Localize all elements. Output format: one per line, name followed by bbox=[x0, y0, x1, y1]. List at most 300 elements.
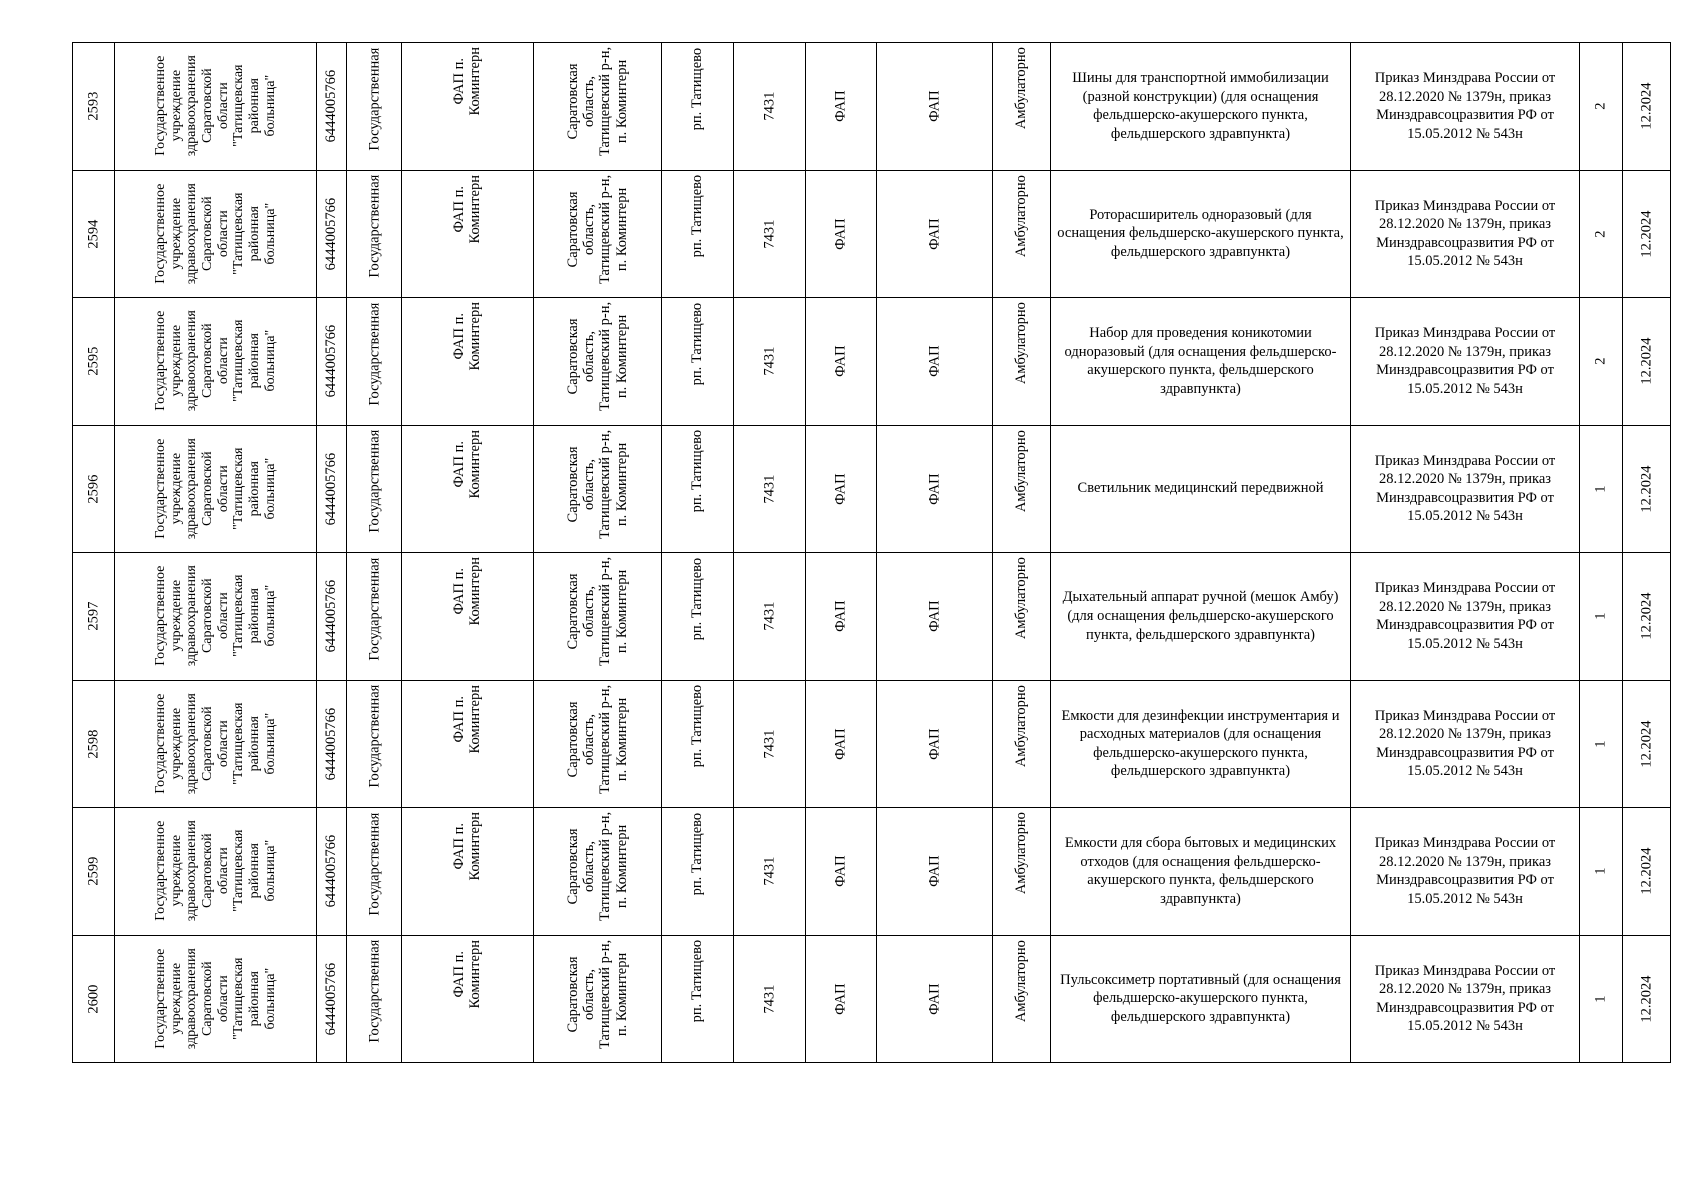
facility-subtype-text: ФАП bbox=[926, 217, 943, 250]
facility-address-line: Татищевский р-н, bbox=[597, 301, 614, 412]
organization-name-line: "Татищевская bbox=[231, 192, 247, 275]
code-text: 7431 bbox=[761, 729, 778, 759]
facility-address-line: Татищевский р-н, bbox=[597, 174, 614, 284]
cell-care-form bbox=[993, 298, 1050, 425]
cell-settlement bbox=[662, 43, 733, 170]
quantity-text: 2 bbox=[1592, 357, 1609, 365]
cell-ownership-type bbox=[347, 171, 401, 298]
cell-due-date bbox=[1623, 553, 1670, 680]
cell-inn bbox=[317, 43, 346, 170]
organization-name-line: Саратовской bbox=[199, 450, 215, 526]
facility-address-line: п. Коминтерн bbox=[613, 59, 630, 144]
settlement-text: рп. Татищево bbox=[689, 684, 706, 768]
ownership-type-text: Государственная bbox=[365, 939, 382, 1043]
ownership-type-text: Государственная bbox=[365, 174, 382, 278]
facility-address-line: область, bbox=[581, 330, 598, 382]
organization-name-line: районная bbox=[246, 588, 262, 644]
facility-address-line: Саратовская bbox=[565, 318, 582, 395]
facility-subtype-text: ФАП bbox=[926, 855, 943, 887]
facility-type-text: ФАП bbox=[832, 472, 849, 505]
cell-facility-address bbox=[534, 936, 661, 1063]
inn-text: 6444005766 bbox=[323, 707, 340, 780]
cell-organization-name bbox=[115, 298, 316, 425]
inn-text: 6444005766 bbox=[323, 579, 340, 653]
facility-address-line: Татищевский р-н, bbox=[597, 46, 614, 157]
cell-row-number bbox=[73, 298, 114, 425]
organization-name-text bbox=[153, 310, 278, 411]
facility-address-line: Саратовская bbox=[565, 828, 582, 905]
facility-name-text bbox=[451, 175, 483, 243]
code-text: 7431 bbox=[761, 474, 778, 504]
cell-facility-name bbox=[402, 43, 533, 170]
facility-name-line: Коминтерн bbox=[467, 174, 484, 243]
organization-name-line: здравоохранения bbox=[184, 947, 200, 1049]
cell-organization-name bbox=[115, 681, 316, 808]
facility-address-line: Татищевский р-н, bbox=[597, 556, 614, 667]
organization-name-line: районная bbox=[246, 78, 262, 134]
organization-name-text bbox=[153, 55, 278, 156]
cell-row-number bbox=[73, 171, 114, 298]
cell-legal-basis bbox=[1351, 426, 1579, 553]
care-form-text: Амбулаторно bbox=[1013, 557, 1030, 640]
cell-organization-name bbox=[115, 553, 316, 680]
organization-name-line: районная bbox=[246, 460, 262, 516]
organization-name-line: районная bbox=[246, 205, 262, 261]
organization-name-line: районная bbox=[246, 970, 262, 1026]
cell-facility-subtype bbox=[877, 553, 992, 680]
facility-name-text bbox=[451, 302, 483, 370]
facility-address-line: Татищевский р-н, bbox=[597, 429, 614, 539]
cell-equipment-name bbox=[1051, 808, 1350, 935]
cell-quantity bbox=[1580, 936, 1622, 1063]
cell-inn bbox=[317, 936, 346, 1063]
cell-legal-basis bbox=[1351, 936, 1579, 1063]
organization-name-text bbox=[153, 565, 278, 666]
cell-facility-type bbox=[806, 553, 876, 680]
cell-facility-type bbox=[806, 298, 876, 425]
facility-subtype-text: ФАП bbox=[926, 600, 943, 632]
cell-row-number bbox=[73, 808, 114, 935]
quantity-text: 2 bbox=[1592, 230, 1609, 238]
organization-name-text bbox=[153, 948, 278, 1049]
care-form-text: Амбулаторно bbox=[1013, 939, 1030, 1022]
equipment-name-text: Шины для транспортной иммобилизации (разной конструкции) (для оснащения фельдшерско-акушерского пункта, фельдшерского здравпункта) bbox=[1072, 70, 1329, 142]
organization-name-text bbox=[153, 183, 278, 284]
facility-address-line: Татищевский р-н, bbox=[597, 811, 614, 922]
settlement-text: рп. Татищево bbox=[689, 429, 706, 513]
cell-inn bbox=[317, 426, 346, 553]
settlement-text: рп. Татищево bbox=[689, 557, 706, 640]
organization-name-line: Саратовской bbox=[199, 705, 215, 781]
cell-facility-address bbox=[534, 553, 661, 680]
cell-code bbox=[734, 171, 805, 298]
facility-name-line: ФАП п. bbox=[451, 695, 468, 742]
facility-name-line: Коминтерн bbox=[467, 302, 484, 371]
cell-code bbox=[734, 808, 805, 935]
ownership-type-text: Государственная bbox=[365, 812, 382, 916]
cell-care-form bbox=[993, 681, 1050, 808]
organization-name-line: здравоохранения bbox=[184, 692, 200, 794]
cell-code bbox=[734, 553, 805, 680]
cell-organization-name bbox=[115, 426, 316, 553]
cell-row-number bbox=[73, 681, 114, 808]
organization-name-line: больница" bbox=[262, 584, 278, 647]
row-number-text: 2598 bbox=[85, 729, 102, 759]
cell-code bbox=[734, 681, 805, 808]
facility-name-text bbox=[451, 430, 483, 498]
facility-subtype-text: ФАП bbox=[926, 345, 943, 377]
facility-type-text: ФАП bbox=[832, 600, 849, 632]
facility-name-line: Коминтерн bbox=[467, 47, 484, 116]
facility-address-line: Татищевский р-н, bbox=[597, 939, 614, 1049]
organization-name-line: учреждение bbox=[168, 834, 184, 907]
facility-address-text bbox=[565, 429, 630, 538]
organization-name-line: "Татищевская bbox=[231, 829, 247, 912]
cell-quantity bbox=[1580, 553, 1622, 680]
facility-address-line: Саратовская bbox=[565, 955, 582, 1032]
facility-address-text bbox=[565, 812, 630, 921]
code-text: 7431 bbox=[761, 856, 778, 886]
cell-settlement bbox=[662, 426, 733, 553]
facility-address-line: п. Коминтерн bbox=[613, 187, 630, 271]
organization-name-line: Саратовской bbox=[199, 833, 215, 909]
ownership-type-text: Государственная bbox=[365, 557, 382, 661]
cell-facility-name bbox=[402, 298, 533, 425]
cell-quantity bbox=[1580, 43, 1622, 170]
cell-facility-subtype bbox=[877, 681, 992, 808]
cell-settlement bbox=[662, 553, 733, 680]
cell-facility-type bbox=[806, 43, 876, 170]
facility-address-line: п. Коминтерн bbox=[613, 442, 630, 526]
organization-name-text bbox=[153, 438, 278, 539]
organization-name-line: Государственное bbox=[152, 565, 168, 666]
organization-name-text bbox=[153, 820, 278, 921]
quantity-text: 1 bbox=[1592, 867, 1609, 875]
facility-address-line: область, bbox=[581, 585, 598, 637]
cell-row-number bbox=[73, 553, 114, 680]
cell-facility-subtype bbox=[877, 43, 992, 170]
care-form-text: Амбулаторно bbox=[1013, 47, 1030, 130]
cell-due-date bbox=[1623, 43, 1670, 170]
organization-name-line: области bbox=[215, 337, 231, 385]
row-number-text: 2596 bbox=[85, 474, 102, 504]
legal-basis-text: Приказ Минздрава России от 28.12.2020 № 1379н, приказ Минздравсоцразвития РФ от 15.05.2012 № 543н bbox=[1374, 70, 1556, 142]
cell-care-form bbox=[993, 426, 1050, 553]
organization-name-line: учреждение bbox=[168, 579, 184, 652]
facility-address-text bbox=[565, 557, 630, 666]
organization-name-line: Саратовской bbox=[199, 578, 215, 654]
organization-name-line: области bbox=[215, 209, 231, 257]
organization-name-line: учреждение bbox=[168, 962, 184, 1034]
cell-care-form bbox=[993, 43, 1050, 170]
cell-equipment-name bbox=[1051, 43, 1350, 170]
facility-subtype-text: ФАП bbox=[926, 727, 943, 760]
cell-quantity bbox=[1580, 426, 1622, 553]
cell-due-date bbox=[1623, 298, 1670, 425]
organization-name-line: здравоохранения bbox=[184, 182, 200, 284]
facility-name-line: ФАП п. bbox=[451, 185, 468, 232]
organization-name-line: учреждение bbox=[168, 69, 184, 142]
facility-name-text bbox=[451, 685, 483, 753]
cell-row-number bbox=[73, 43, 114, 170]
cell-inn bbox=[317, 553, 346, 680]
row-number-text: 2600 bbox=[85, 984, 102, 1014]
legal-basis-text: Приказ Минздрава России от 28.12.2020 № 1379н, приказ Минздравсоцразвития РФ от 15.05.2012 № 543н bbox=[1374, 707, 1556, 780]
care-form-text: Амбулаторно bbox=[1013, 302, 1030, 385]
organization-name-line: "Татищевская bbox=[231, 574, 247, 657]
facility-address-text bbox=[565, 939, 630, 1048]
cell-due-date bbox=[1623, 808, 1670, 935]
organization-name-line: "Татищевская bbox=[231, 447, 247, 530]
cell-ownership-type bbox=[347, 808, 401, 935]
facility-name-text bbox=[451, 47, 483, 115]
cell-facility-type bbox=[806, 426, 876, 553]
facility-address-text bbox=[565, 47, 630, 156]
cell-legal-basis bbox=[1351, 808, 1579, 935]
cell-quantity bbox=[1580, 298, 1622, 425]
facility-address-line: Саратовская bbox=[565, 190, 582, 267]
cell-facility-address bbox=[534, 298, 661, 425]
organization-name-line: области bbox=[215, 592, 231, 640]
cell-facility-name bbox=[402, 171, 533, 298]
cell-legal-basis bbox=[1351, 298, 1579, 425]
cell-inn bbox=[317, 681, 346, 808]
facility-address-line: п. Коминтерн bbox=[613, 697, 630, 781]
organization-name-line: учреждение bbox=[168, 197, 184, 269]
cell-quantity bbox=[1580, 808, 1622, 935]
organization-name-line: Государственное bbox=[152, 183, 168, 284]
facility-address-line: Саратовская bbox=[565, 63, 582, 140]
cell-care-form bbox=[993, 171, 1050, 298]
organization-name-line: области bbox=[215, 82, 231, 130]
equipment-name-text: Емкости для сбора бытовых и медицинских отходов (для оснащения фельдшерско-акушерского пункта, фельдшерского здравпункта) bbox=[1064, 835, 1337, 907]
cell-organization-name bbox=[115, 43, 316, 170]
organization-name-line: "Татищевская bbox=[231, 702, 247, 785]
organization-name-line: области bbox=[215, 847, 231, 895]
organization-name-line: Саратовской bbox=[199, 323, 215, 399]
organization-name-line: Государственное bbox=[152, 948, 168, 1049]
cell-inn bbox=[317, 171, 346, 298]
cell-code bbox=[734, 426, 805, 553]
quantity-text: 1 bbox=[1592, 995, 1609, 1003]
facility-type-text: ФАП bbox=[832, 90, 849, 122]
settlement-text: рп. Татищево bbox=[689, 939, 706, 1023]
facility-subtype-text: ФАП bbox=[926, 472, 943, 505]
facility-name-text bbox=[451, 557, 483, 625]
facility-name-line: ФАП п. bbox=[451, 440, 468, 487]
inn-text: 6444005766 bbox=[323, 452, 340, 525]
cell-equipment-name bbox=[1051, 298, 1350, 425]
code-text: 7431 bbox=[761, 984, 778, 1014]
organization-name-line: районная bbox=[246, 715, 262, 771]
organization-name-line: здравоохранения bbox=[184, 310, 200, 412]
cell-organization-name bbox=[115, 936, 316, 1063]
cell-organization-name bbox=[115, 171, 316, 298]
facility-address-text bbox=[565, 684, 630, 793]
cell-ownership-type bbox=[347, 553, 401, 680]
due-date-text: 12.2024 bbox=[1638, 82, 1655, 130]
care-form-text: Амбулаторно bbox=[1013, 429, 1030, 512]
quantity-text: 1 bbox=[1592, 740, 1609, 748]
cell-code bbox=[734, 936, 805, 1063]
cell-facility-subtype bbox=[877, 808, 992, 935]
facility-address-line: область, bbox=[581, 840, 598, 892]
ownership-type-text: Государственная bbox=[365, 684, 382, 788]
cell-facility-subtype bbox=[877, 298, 992, 425]
facility-type-text: ФАП bbox=[832, 345, 849, 377]
cell-settlement bbox=[662, 681, 733, 808]
cell-care-form bbox=[993, 808, 1050, 935]
facility-name-line: ФАП п. bbox=[451, 567, 468, 615]
cell-due-date bbox=[1623, 171, 1670, 298]
organization-name-line: районная bbox=[246, 333, 262, 389]
cell-settlement bbox=[662, 298, 733, 425]
legal-basis-text: Приказ Минздрава России от 28.12.2020 № 1379н, приказ Минздравсоцразвития РФ от 15.05.2012 № 543н bbox=[1374, 835, 1556, 907]
facility-type-text: ФАП bbox=[832, 217, 849, 250]
cell-due-date bbox=[1623, 936, 1670, 1063]
cell-legal-basis bbox=[1351, 681, 1579, 808]
cell-facility-address bbox=[534, 426, 661, 553]
code-text: 7431 bbox=[761, 346, 778, 376]
organization-name-line: "Татищевская bbox=[231, 64, 247, 147]
facility-address-line: область, bbox=[581, 968, 598, 1020]
equipment-name-text: Пульсоксиметр портативный (для оснащения фельдшерско-акушерского пункта, фельдшерского здравпункта) bbox=[1060, 971, 1341, 1026]
facility-name-line: ФАП п. bbox=[451, 950, 468, 997]
settlement-text: рп. Татищево bbox=[689, 47, 706, 130]
facility-name-text bbox=[451, 812, 483, 880]
facility-subtype-text: ФАП bbox=[926, 982, 943, 1015]
ownership-type-text: Государственная bbox=[365, 429, 382, 533]
quantity-text: 1 bbox=[1592, 485, 1609, 493]
facility-address-line: область, bbox=[581, 203, 598, 255]
facility-type-text: ФАП bbox=[832, 982, 849, 1015]
cell-inn bbox=[317, 808, 346, 935]
ownership-type-text: Государственная bbox=[365, 302, 382, 406]
facility-type-text: ФАП bbox=[832, 727, 849, 760]
facility-address-line: Татищевский р-н, bbox=[597, 684, 614, 794]
legal-basis-text: Приказ Минздрава России от 28.12.2020 № 1379н, приказ Минздравсоцразвития РФ от 15.05.2012 № 543н bbox=[1374, 197, 1556, 270]
organization-name-line: больница" bbox=[262, 202, 278, 265]
facility-name-line: ФАП п. bbox=[451, 312, 468, 360]
cell-settlement bbox=[662, 808, 733, 935]
cell-due-date bbox=[1623, 426, 1670, 553]
cell-organization-name bbox=[115, 808, 316, 935]
organization-name-line: больница" bbox=[262, 712, 278, 775]
equipment-name-text: Роторасширитель одноразовый (для оснащения фельдшерско-акушерского пункта, фельдшерского здравпункта) bbox=[1057, 206, 1344, 261]
facility-address-line: п. Коминтерн bbox=[613, 569, 630, 654]
cell-facility-subtype bbox=[877, 171, 992, 298]
organization-name-line: здравоохранения bbox=[184, 55, 200, 157]
facility-address-line: область, bbox=[581, 458, 598, 510]
organization-name-line: больница" bbox=[262, 839, 278, 902]
grid-hline bbox=[72, 1062, 1671, 1063]
facility-subtype-text: ФАП bbox=[926, 90, 943, 122]
cell-ownership-type bbox=[347, 681, 401, 808]
cell-equipment-name bbox=[1051, 936, 1350, 1063]
cell-facility-subtype bbox=[877, 426, 992, 553]
code-text: 7431 bbox=[761, 601, 778, 631]
row-number-text: 2595 bbox=[85, 346, 102, 376]
organization-name-line: учреждение bbox=[168, 707, 184, 779]
code-text: 7431 bbox=[761, 91, 778, 121]
facility-address-line: Саратовская bbox=[565, 700, 582, 777]
cell-ownership-type bbox=[347, 43, 401, 170]
organization-name-line: Государственное bbox=[152, 438, 168, 539]
equipment-name-text: Дыхательный аппарат ручной (мешок Амбу) (для оснащения фельдшерско-акушерского пункта, фельдшерского здравпункта) bbox=[1062, 589, 1339, 643]
cell-facility-address bbox=[534, 681, 661, 808]
facility-address-text bbox=[565, 302, 630, 411]
due-date-text: 12.2024 bbox=[1638, 847, 1655, 895]
cell-care-form bbox=[993, 553, 1050, 680]
due-date-text: 12.2024 bbox=[1638, 465, 1655, 513]
cell-facility-name bbox=[402, 553, 533, 680]
facility-address-line: п. Коминтерн bbox=[613, 314, 630, 399]
organization-name-line: больница" bbox=[262, 329, 278, 392]
facility-name-line: Коминтерн bbox=[467, 939, 484, 1008]
organization-name-line: больница" bbox=[262, 967, 278, 1030]
equipment-name-text: Набор для проведения коникотомии одноразовый (для оснащения фельдшерско-акушерского пункта, фельдшерского здравпункта) bbox=[1064, 325, 1337, 397]
cell-quantity bbox=[1580, 171, 1622, 298]
facility-name-line: Коминтерн bbox=[467, 684, 484, 753]
legal-basis-text: Приказ Минздрава России от 28.12.2020 № 1379н, приказ Минздравсоцразвития РФ от 15.05.2012 № 543н bbox=[1374, 962, 1556, 1035]
cell-legal-basis bbox=[1351, 43, 1579, 170]
cell-facility-name bbox=[402, 681, 533, 808]
cell-facility-name bbox=[402, 936, 533, 1063]
cell-code bbox=[734, 43, 805, 170]
organization-name-line: "Татищевская bbox=[231, 957, 247, 1040]
cell-care-form bbox=[993, 936, 1050, 1063]
due-date-text: 12.2024 bbox=[1638, 975, 1655, 1023]
organization-name-line: области bbox=[215, 974, 231, 1022]
cell-legal-basis bbox=[1351, 553, 1579, 680]
cell-facility-type bbox=[806, 171, 876, 298]
cell-facility-type bbox=[806, 681, 876, 808]
settlement-text: рп. Татищево bbox=[689, 174, 706, 258]
row-number-text: 2597 bbox=[85, 601, 102, 631]
facility-address-text bbox=[565, 174, 630, 283]
quantity-text: 1 bbox=[1592, 612, 1609, 620]
facility-type-text: ФАП bbox=[832, 855, 849, 887]
facility-name-line: ФАП п. bbox=[451, 822, 468, 870]
care-form-text: Амбулаторно bbox=[1013, 174, 1030, 257]
organization-name-text bbox=[153, 693, 278, 794]
equipment-name-text: Светильник медицинский передвижной bbox=[1077, 480, 1324, 497]
row-number-text: 2594 bbox=[85, 219, 102, 249]
legal-basis-text: Приказ Минздрава России от 28.12.2020 № 1379н, приказ Минздравсоцразвития РФ от 15.05.2012 № 543н bbox=[1374, 325, 1556, 397]
facility-name-line: Коминтерн bbox=[467, 557, 484, 626]
settlement-text: рп. Татищево bbox=[689, 812, 706, 895]
cell-ownership-type bbox=[347, 298, 401, 425]
facility-address-line: п. Коминтерн bbox=[613, 824, 630, 909]
organization-name-line: больница" bbox=[262, 74, 278, 137]
organization-name-line: "Татищевская bbox=[231, 319, 247, 402]
inn-text: 6444005766 bbox=[323, 324, 340, 398]
cell-ownership-type bbox=[347, 936, 401, 1063]
cell-facility-address bbox=[534, 808, 661, 935]
cell-facility-address bbox=[534, 171, 661, 298]
inn-text: 6444005766 bbox=[323, 834, 340, 908]
facility-address-line: п. Коминтерн bbox=[613, 952, 630, 1036]
organization-name-line: Государственное bbox=[152, 55, 168, 156]
organization-name-line: Государственное bbox=[152, 310, 168, 411]
cell-equipment-name bbox=[1051, 171, 1350, 298]
care-form-text: Амбулаторно bbox=[1013, 812, 1030, 895]
facility-name-line: Коминтерн bbox=[467, 429, 484, 498]
organization-name-line: Государственное bbox=[152, 820, 168, 921]
cell-facility-address bbox=[534, 43, 661, 170]
due-date-text: 12.2024 bbox=[1638, 720, 1655, 768]
cell-facility-subtype bbox=[877, 936, 992, 1063]
